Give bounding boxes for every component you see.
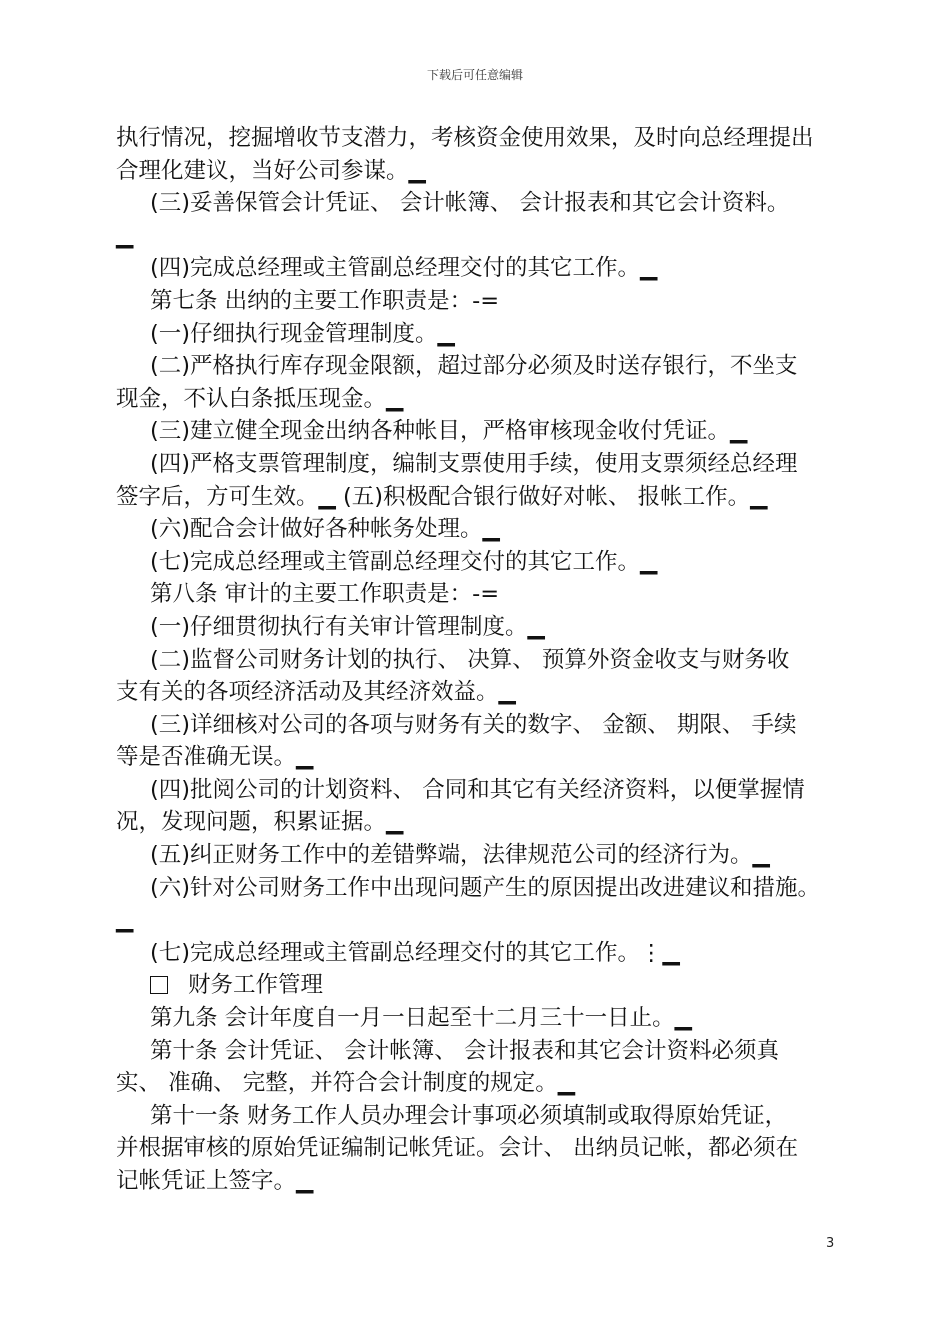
text-line: 并根据审核的原始凭证编制记帐凭证。会计、 出纳员记帐，都必须在 — [116, 1135, 799, 1162]
page-header: 下载后可任意编辑 — [426, 68, 523, 82]
text-line: (四)严格支票管理制度，编制支票使用手续，使用支票须经总经理 — [150, 450, 798, 477]
text-line: 合理化建议，当好公司参谋。▁ — [116, 157, 426, 184]
text-line: 执行情况，挖掘增收节支潜力，考核资金使用效果，及时向总经理提出 — [116, 125, 814, 151]
text-line: (一)仔细贯彻执行有关审计管理制度。▁ — [150, 613, 545, 640]
text-line: 记帐凭证上签字。▁ — [116, 1168, 314, 1194]
page-number: 3 — [826, 1236, 835, 1251]
text-line: 况，发现问题，积累证据。▁ — [116, 809, 404, 836]
text-line: (四)完成总经理或主管副总经理交付的其它工作。▁ — [150, 255, 658, 282]
article-line: 第九条 会计年度自一月一日起至十二月三十一日止。▁ — [150, 1005, 692, 1032]
text-line: (七)完成总经理或主管副总经理交付的其它工作。⋮▁ — [150, 939, 680, 966]
text-line: ▁ — [116, 222, 134, 249]
text-line: (三)详细核对公司的各项与财务有关的数字、 金额、 期限、 手续 — [150, 711, 797, 738]
text-line: 签字后，方可生效。▁ (五)积极配合银行做好对帐、 报帐工作。▁ — [116, 483, 768, 510]
text-line: (三)建立健全现金出纳各种帐目，严格审核现金收付凭证。▁ — [150, 418, 748, 445]
text-line: 现金，不认白条抵压现金。▁ — [116, 385, 404, 412]
text-line: (六)配合会计做好各种帐务处理。▁ — [150, 516, 500, 543]
text-line: 等是否准确无误。▁ — [116, 744, 314, 771]
text-line: (五)纠正财务工作中的差错弊端，法律规范公司的经济行为。▁ — [150, 842, 770, 869]
checkbox-square-icon — [150, 976, 168, 994]
document-body — [116, 122, 856, 1198]
article-line: 第十一条 财务工作人员办理会计事项必须填制或取得原始凭证， — [150, 1102, 788, 1129]
text-line: ▁ — [116, 907, 134, 934]
text-line: (三)妥善保管会计凭证、 会计帐簿、 会计报表和其它会计资料。 — [150, 190, 790, 217]
text-line: (四)批阅公司的计划资料、 合同和其它有关经济资料，以便掌握情 — [150, 776, 805, 803]
article-heading: 第七条 出纳的主要工作职责是：-= — [150, 287, 500, 314]
text-line: (六)针对公司财务工作中出现问题产生的原因提出改进建议和措施。 — [150, 874, 821, 901]
text-line: (二)严格执行库存现金限额，超过部分必须及时送存银行，不坐支 — [150, 353, 798, 380]
text-line: (一)仔细执行现金管理制度。▁ — [150, 320, 455, 347]
article-line: 第十条 会计凭证、 会计帐簿、 会计报表和其它会计资料必须真 — [150, 1037, 779, 1064]
text-line: 实、 准确、 完整，并符合会计制度的规定。▁ — [116, 1070, 576, 1097]
text-line: 支有关的各项经济活动及其经济效益。▁ — [116, 679, 516, 706]
article-heading: 第八条 审计的主要工作职责是：-= — [150, 581, 500, 608]
text-line: (二)监督公司财务计划的执行、 决算、 预算外资金收支与财务收 — [150, 646, 790, 673]
section-heading-text: 财务工作管理 — [188, 972, 324, 999]
section-heading — [116, 969, 856, 1002]
text-line: (七)完成总经理或主管副总经理交付的其它工作。▁ — [150, 548, 658, 575]
